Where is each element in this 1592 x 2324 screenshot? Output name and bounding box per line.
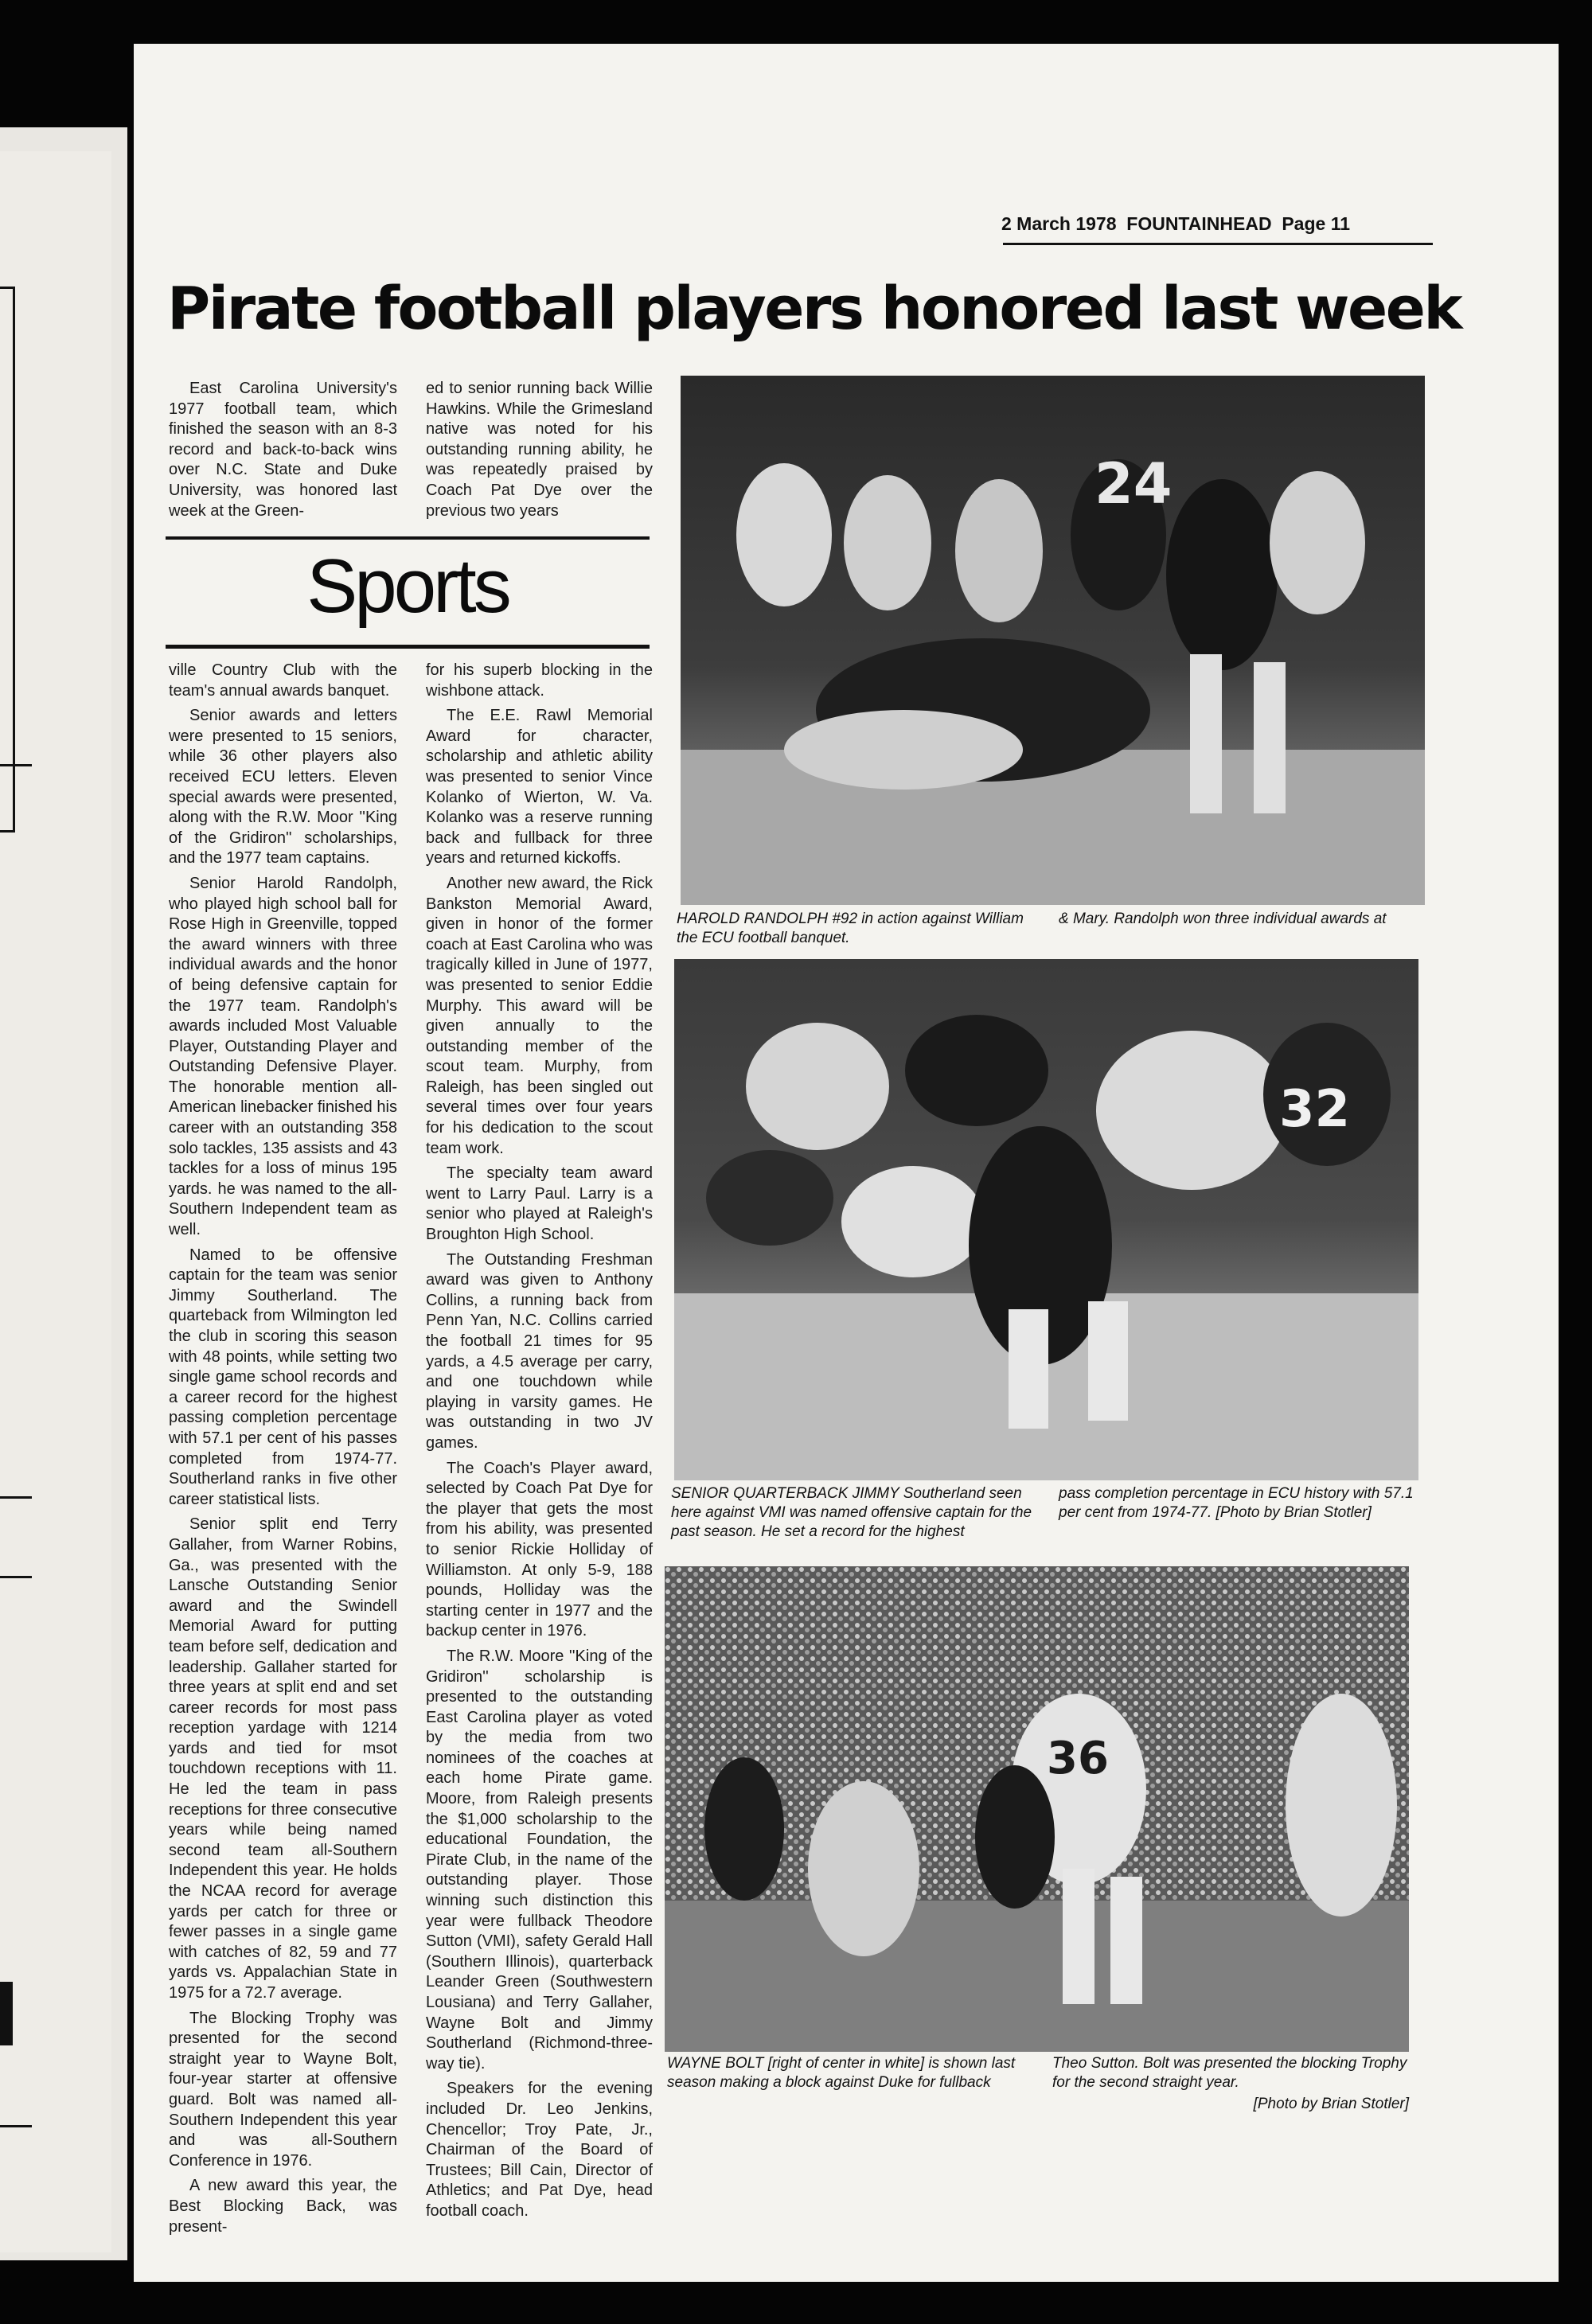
adjacent-page-rule [0,764,32,766]
article-paragraph: Named to be offensive captain for the team was senior Jimmy Southerland. The quarteback from Wilmington led the club in scoring this season with 48 points, while setting two single game school records and a career record for the highest passing completion percentage with 57.1 per cent of his passes completed from 1974-77. Southerland ranks in five other career statistical lists. [169,1246,397,1508]
adjacent-page-mark [0,1982,13,2045]
page-header [1001,213,1431,245]
article-paragraph: Senior awards and letters were presented to 15 seniors, while 36 other players also received ECU letters. Eleven special awards were presented, along with the R.W. Moor ''King of the Gridiron'' scholarships, and the 1977 team captains. [169,707,397,868]
header-date: 2 March 1978 [1001,213,1117,234]
photo3-caption-left: WAYNE BOLT [right of center in white] is shown last season making a block against Duke for fullback [667,2055,1016,2091]
article-paragraph: The Blocking Trophy was presented for the second straight year to Wayne Bolt, four-year starter at offensive guard. Bolt was named all-Southern Independent this year and was all-Southern Conference in 1976. [169,2009,397,2170]
header-publication: FOUNTAINHEAD [1126,213,1272,234]
photo1-caption-left: HAROLD RANDOLPH #92 in action against William the ECU football banquet. [677,910,1024,946]
article-top-column-2 [426,379,653,526]
article-paragraph: ville Country Club with the team's annual awards banquet. [169,661,397,700]
adjacent-page-rule [0,1496,32,1499]
photo3-caption-right: Theo Sutton. Bolt was presented the blocking Trophy for the second straight year. [1052,2055,1407,2091]
article-paragraph: East Carolina University's 1977 football team, which finished the season with an 8-3 record and back-to-back wins over N.C. State and Duke University, was honored last week at the Green- [169,380,397,520]
article-paragraph: The R.W. Moore ''King of the Gridiron'' scholarship is presented to the outstanding East Carolina player as voted by the media from two nominees of the coaches at each home Pirate game. Moore, from Raleigh presents the $1,000 scholarship to the educational Foundation, the Pirate Club, in the name of the outstanding player. Those winning such distinction this year were fullback Theodore Sutton (VMI), safety Gerald Hall (Southern Illinois), quarterback Leander Green (Southwestern Lousiana) and Terry Gallaher, Wayne Bolt and Jimmy Southerland (Richmond-three-way tie). [426,1647,653,2072]
photo1-caption-right: & Mary. Randolph won three individual awards at [1059,910,1387,927]
article-paragraph: for his superb blocking in the wishbone attack. [426,661,653,700]
article-paragraph: The Outstanding Freshman award was given to Anthony Collins, a running back from Penn Yan, N.C. Collins carried the football 21 times for 95 yards, a 4.5 average per carry, and one touchdown while playing in varsity games. He was outstanding in two JV games. [426,1250,653,1452]
article-paragraph: The E.E. Rawl Memorial Award for character, scholarship and athletic ability was presented to senior Vince Kolanko of Wierton, W. Va. Kolanko was a reserve running back and fullback for three years and returned kickoffs. [426,707,653,868]
article-paragraph: Speakers for the evening included Dr. Leo Jenkins, Chencellor; Troy Pate, Jr., Chairman of the Board of Trustees; Bill Cain, Director of Athletics; and Pat Dye, head football coach. [426,2080,653,2220]
article-paragraph: The specialty team award went to Larry Paul. Larry is a senior who played at Raleigh's Broughton High School. [426,1164,653,1244]
photo3-credit: [Photo by Brian Stotler] [1253,2096,1409,2112]
football-photo-randolph [681,376,1425,905]
article-top-column-1 [169,379,397,526]
section-label-box [166,536,650,651]
svg-text:24: 24 [1094,451,1173,517]
adjacent-page-box [0,287,15,833]
article-column-1 [169,661,397,2242]
headline: Pirate football players honored last week [167,275,1461,343]
header-rule [1003,243,1433,245]
article-paragraph: ed to senior running back Willie Hawkins. While the Grimesland native was noted for his outstanding running ability, he was repeatedly praised by Coach Pat Dye over the previous two years [426,380,653,520]
article-paragraph: A new award this year, the Best Blocking Back, was present- [169,2177,397,2236]
svg-text:36: 36 [1047,1733,1109,1784]
article-paragraph: Senior split end Terry Gallaher, from Warner Robins, Ga., was presented with the Lansche Outstanding Senior award and the Swindell Memorial Award for putting team before self, dedication and leadership. Gallaher started for three years at split end and set career records for most pass reception yardage with 1214 yards and tied for msot touchdown receptions with 11. He led the team in pass receptions for three consecutive years while being named second team all-Southern Independent this year. He holds the NCAA record for average yards per catch for three or fewer passes in a single game with catches of 82, 59 and 77 yards vs. Appalachian State in 1975 for a 72.7 average. [169,1515,397,2002]
photo2-caption-right: pass completion percentage in ECU history with 57.1 per cent from 1974-77. [Photo by Brian Stotler] [1059,1485,1414,1521]
article-column-2 [426,661,653,2227]
section-rule [166,645,650,649]
svg-text:32: 32 [1279,1080,1351,1139]
football-photo-bolt [665,1566,1409,2052]
football-photo-southerland [674,959,1418,1480]
article-paragraph: Another new award, the Rick Bankston Memorial Award, given in honor of the former coach at East Carolina who was tragically killed in June of 1977, was presented to senior Eddie Murphy. This award will be given annually to the outstanding member of the scout team. Murphy, from Raleigh, has been singled out several times over four years for his dedication to the scout team work. [426,874,653,1157]
header-page-number: Page 11 [1282,213,1351,234]
adjacent-page-rule [0,1576,32,1578]
adjacent-page-strip [0,151,111,2252]
article-paragraph: The Coach's Player award, selected by Coach Pat Dye for the player that gets the most from his ability, was presented to senior Rickie Holliday of Williamston. At only 5-9, 188 pounds, Holliday was the starting center in 1977 and the backup center in 1976. [426,1459,653,1640]
article-paragraph: Senior Harold Randolph, who played high school ball for Rose High in Greenville, topped the award winners with three individual awards and the honor of being defensive captain for the 1977 team. Randolph's awards included Most Valuable Player, Outstanding Player and Outstanding Defensive Player. The honorable mention all-American linebacker finished his career with an outstanding 358 solo tackles, 135 assists and 43 tackles for a loss of minus 195 yards. he was named to the all-Southern Independent team as well. [169,874,397,1239]
adjacent-page-rule [0,2125,32,2127]
section-label: Sports [306,544,509,629]
photo2-caption-left: SENIOR QUARTERBACK JIMMY Southerland seen here against VMI was named offensive captain for the past season. He set a record for the highest [671,1485,1032,1540]
